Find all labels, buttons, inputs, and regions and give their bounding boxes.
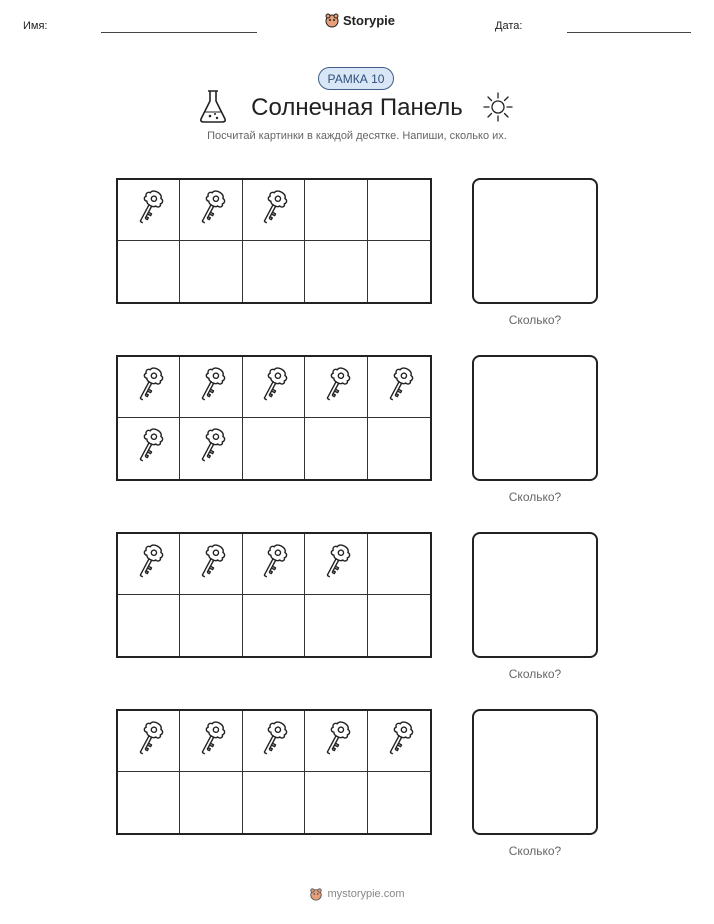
answer-label: Сколько? <box>508 313 562 327</box>
key-icon <box>194 719 228 764</box>
answer-box[interactable] <box>472 178 598 304</box>
ten-frame-cell <box>305 534 367 595</box>
key-icon <box>194 365 228 410</box>
date-label: Дата: <box>495 20 523 32</box>
ten-frame <box>116 355 432 481</box>
ten-frame-cell <box>118 241 180 302</box>
key-icon <box>132 365 166 410</box>
ten-frame-cell <box>305 418 367 479</box>
answer-label: Сколько? <box>508 490 562 504</box>
ten-frame-cell <box>180 595 242 656</box>
ten-frame-cell <box>118 534 180 595</box>
storypie-mascot-icon <box>309 887 323 901</box>
ten-frame-cell <box>180 534 242 595</box>
brand-logo <box>324 12 395 28</box>
ten-frame-cell <box>118 418 180 479</box>
key-icon <box>382 719 416 764</box>
ten-frame-cell <box>243 711 305 772</box>
ten-frame-cell <box>180 241 242 302</box>
ten-frame-cell <box>118 180 180 241</box>
key-icon <box>256 542 290 587</box>
ten-frame-cell <box>243 241 305 302</box>
ten-frame <box>116 532 432 658</box>
ten-frame-cell <box>368 595 430 656</box>
answer-box[interactable] <box>472 532 598 658</box>
ten-frame <box>116 709 432 835</box>
frame-badge: РАМКА 10 <box>318 67 394 90</box>
key-icon <box>319 542 353 587</box>
ten-frame-cell <box>180 711 242 772</box>
ten-frame-cell <box>305 357 367 418</box>
ten-frame-cell <box>180 772 242 833</box>
name-label: Имя: <box>23 20 48 32</box>
key-icon <box>194 426 228 471</box>
key-icon <box>194 188 228 233</box>
footer-url: mystorypie.com <box>327 888 405 900</box>
ten-frame-cell <box>118 772 180 833</box>
date-line <box>567 32 691 33</box>
key-icon <box>256 719 290 764</box>
key-icon <box>132 188 166 233</box>
ten-frame-cell <box>243 418 305 479</box>
ten-frame-cell <box>243 772 305 833</box>
ten-frame-cell <box>180 418 242 479</box>
ten-frame-cell <box>305 772 367 833</box>
answer-box[interactable] <box>472 709 598 835</box>
ten-frame-cell <box>180 180 242 241</box>
sun-icon <box>482 91 514 123</box>
footer <box>0 887 714 901</box>
answer-box[interactable] <box>472 355 598 481</box>
ten-frame-cell <box>368 418 430 479</box>
ten-frame-cell <box>243 357 305 418</box>
ten-frame-cell <box>243 534 305 595</box>
storypie-mascot-icon <box>324 12 340 28</box>
ten-frame-cell <box>180 357 242 418</box>
ten-frame-cell <box>243 180 305 241</box>
key-icon <box>132 426 166 471</box>
key-icon <box>256 365 290 410</box>
ten-frame-cell <box>118 711 180 772</box>
ten-frame-cell <box>118 357 180 418</box>
key-icon <box>132 542 166 587</box>
ten-frame-cell <box>368 241 430 302</box>
key-icon <box>132 719 166 764</box>
answer-label: Сколько? <box>508 844 562 858</box>
answer-label: Сколько? <box>508 667 562 681</box>
ten-frame-cell <box>305 180 367 241</box>
key-icon <box>382 365 416 410</box>
brand-name: Storypie <box>343 12 396 28</box>
key-icon <box>319 719 353 764</box>
ten-frame-cell <box>368 772 430 833</box>
key-icon <box>256 188 290 233</box>
ten-frame <box>116 178 432 304</box>
instructions: Посчитай картинки в каждой десятке. Напиши, сколько их. <box>207 130 507 142</box>
ten-frame-cell <box>305 711 367 772</box>
ten-frame-cell <box>305 241 367 302</box>
ten-frame-cell <box>368 711 430 772</box>
ten-frame-cell <box>368 534 430 595</box>
ten-frame-cell <box>368 180 430 241</box>
ten-frame-cell <box>118 595 180 656</box>
ten-frame-cell <box>243 595 305 656</box>
key-icon <box>194 542 228 587</box>
name-line <box>101 32 257 33</box>
key-icon <box>319 365 353 410</box>
page-title: Солнечная Панель <box>251 94 463 121</box>
ten-frame-cell <box>305 595 367 656</box>
ten-frame-cell <box>368 357 430 418</box>
